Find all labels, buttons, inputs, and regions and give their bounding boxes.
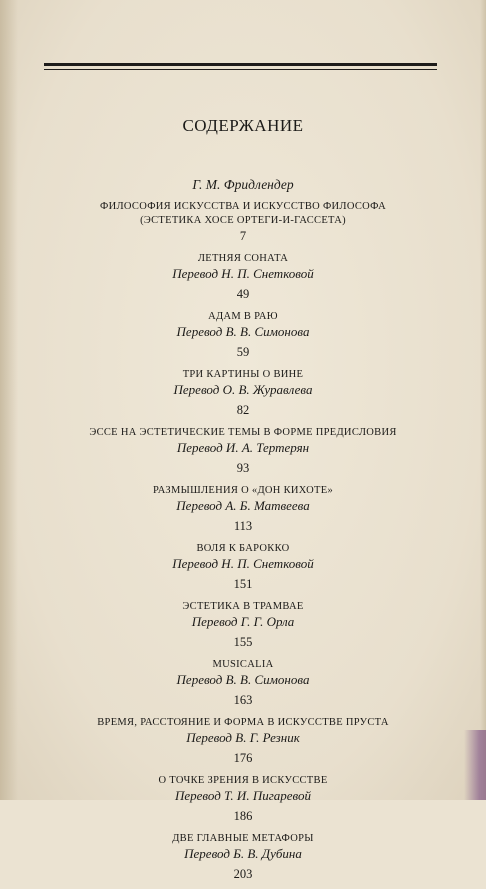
toc-entry-title: MUSICALIA [212,659,274,670]
toc-entry-translator: Перевод В. В. Симонова [176,324,310,339]
toc-entry-translator: Перевод И. А. Тертерян [176,440,310,455]
toc-entry-translator: Перевод А. Б. Матвеева [176,498,310,513]
toc-entry[interactable] [40,657,446,709]
toc-entry-page: 151 [233,577,253,591]
toc-entry[interactable] [40,831,446,883]
toc-entry-title: ЭСТЕТИКА В ТРАМВАЕ [182,601,304,612]
toc-entry-title: РАЗМЫШЛЕНИЯ О «ДОН КИХОТЕ» [153,485,333,496]
toc-entry-translator: Перевод Г. Г. Орла [191,614,295,629]
header-rule-thick [44,63,437,66]
toc-entry[interactable] [40,251,446,303]
table-of-contents [40,176,446,889]
corner-color-mark [464,730,486,800]
toc-entry-title: ДВЕ ГЛАВНЫЕ МЕТАФОРЫ [172,833,314,844]
toc-intro-subtitle: (ЭСТЕТИКА ХОСЕ ОРТЕГИ-И-ГАССЕТА) [140,215,346,226]
toc-intro-title: ФИЛОСОФИЯ ИСКУССТВА И ИСКУССТВО ФИЛОСОФА [99,201,386,212]
toc-intro-author: Г. М. Фридлендер [192,177,294,192]
toc-entry-title: О ТОЧКЕ ЗРЕНИЯ В ИСКУССТВЕ [158,775,328,786]
toc-entry-page: 113 [233,519,253,533]
toc-entry-page: 203 [233,867,253,881]
toc-entry-translator: Перевод Т. И. Пигаревой [174,788,312,803]
toc-entry-page: 186 [233,809,253,823]
toc-entry[interactable] [40,715,446,767]
toc-entry[interactable] [40,773,446,825]
toc-entry-page: 155 [233,635,253,649]
toc-entry-title: ВРЕМЯ, РАССТОЯНИЕ И ФОРМА В ИСКУССТВЕ ПРУСТА [97,717,389,728]
toc-intro-page: 7 [239,229,247,243]
toc-entry-page: 82 [236,403,250,417]
toc-entry-translator: Перевод Н. П. Снетковой [172,266,314,281]
toc-entry-title: АДАМ В РАЮ [208,311,278,322]
toc-entry-title: ТРИ КАРТИНЫ О ВИНЕ [182,369,304,380]
toc-entry[interactable] [40,367,446,419]
toc-entry-translator: Перевод В. В. Симонова [176,672,310,687]
toc-entry[interactable] [40,309,446,361]
toc-entry[interactable] [40,541,446,593]
toc-entry-page: 176 [233,751,253,765]
toc-entry-translator: Перевод В. Г. Резник [186,730,300,745]
toc-entry[interactable] [40,599,446,651]
toc-entry-page: 163 [233,693,253,707]
toc-entry-title: ВОЛЯ К БАРОККО [196,543,290,554]
toc-entry-page: 49 [236,287,250,301]
toc-entry-title: ЛЕТНЯЯ СОНАТА [197,253,289,264]
toc-entry[interactable] [40,425,446,477]
toc-entry-title: ЭССЕ НА ЭСТЕТИЧЕСКИЕ ТЕМЫ В ФОРМЕ ПРЕДИСЛОВИЯ [89,427,397,438]
toc-entry-page: 59 [236,345,250,359]
page-title: СОДЕРЖАНИЕ [182,116,304,135]
toc-entry-translator: Перевод Б. В. Дубина [184,846,302,861]
toc-entry[interactable] [40,483,446,535]
toc-intro [40,176,446,245]
header-rule-thin [44,69,437,70]
toc-entry-translator: Перевод О. В. Журавлева [173,382,313,397]
toc-entry-page: 93 [236,461,250,475]
toc-entry-translator: Перевод Н. П. Снетковой [172,556,314,571]
